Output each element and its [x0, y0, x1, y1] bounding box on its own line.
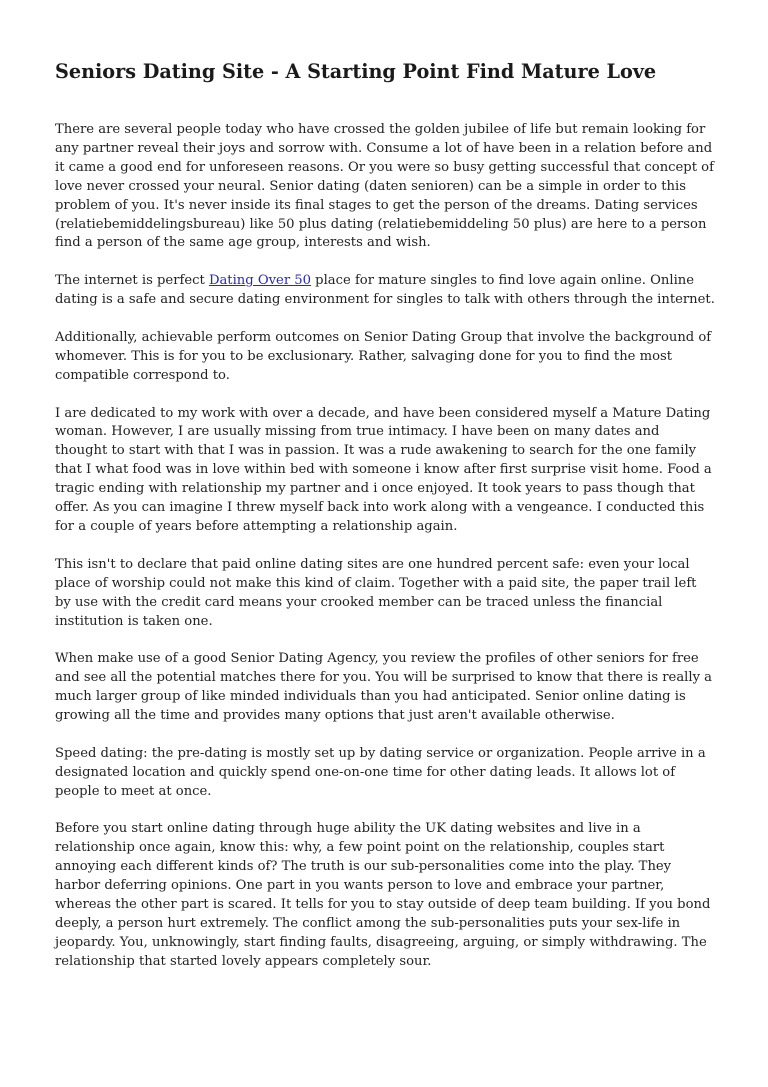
paragraph-internet-before: The internet is perfect	[55, 273, 209, 289]
document-body	[55, 121, 715, 972]
page-title: Seniors Dating Site - A Starting Point Find Mature Love	[55, 60, 657, 83]
dating-over-50-link[interactable]: Dating Over 50	[208, 273, 311, 289]
paragraph-before-you-start: Before you start online dating through huge ability the UK dating websites and live in a relationship once again, know this: why, a few point point on the relationship, couples start annoying each different kinds of? The truth is our sub-personalities come into the play. They harbor deferring opinions. One part in you wants person to love and embrace your partner, whereas the other part is scared. It tells for you to stay outside of deep team building. If you bond deeply, a person hurt extremely. The conflict among the sub-personalities puts your sex-life in jeopardy. You, unknowingly, start finding faults, disagreeing, arguing, or simply withdrawing. The relationship that started lovely appears completely sour.	[55, 821, 711, 969]
paragraph-internet-after: place for mature singles to find love again online. Online dating is a safe and secure dating environment for singles to talk with others through the internet.	[55, 273, 715, 308]
paragraph-intro: There are several people today who have crossed the golden jubilee of life but remain looking for any partner reveal their joys and sorrow with. Consume a lot of have been in a relation before and it came a good end for unforeseen reasons. Or you were so busy getting successful that concept of love never crossed your neural. Senior dating (daten senioren) can be a simple in order to this problem of you. It's never inside its final stages to get the person of the dreams. Dating services (relatiebemiddelingsbureau) like 50 plus dating (relatiebemiddeling 50 plus) are here to a person find a person of the same age group, interests and wish.	[55, 122, 714, 251]
paragraph-additionally: Additionally, achievable perform outcomes on Senior Dating Group that involve the background of whomever. This is for you to be exclusionary. Rather, salvaging done for you to find the most compatible correspond to.	[55, 329, 712, 383]
paragraph-speed-dating: Speed dating: the pre-dating is mostly set up by dating service or organization. People arrive in a designated location and quickly spend one-on-one time for other dating leads. It allows lot of people to meet at once.	[55, 745, 706, 799]
document-page	[55, 58, 715, 991]
paragraph-senior-agency: When make use of a good Senior Dating Agency, you review the profiles of other seniors for free and see all the potential matches there for you. You will be surprised to know that there is really a much larger group of like minded individuals than you had anticipated. Senior online dating is growing all the time and provides many options that just aren't available otherwise.	[55, 651, 713, 724]
paragraph-internet	[55, 272, 715, 310]
paragraph-paid-sites: This isn't to declare that paid online dating sites are one hundred percent safe: even your local place of worship could not make this kind of claim. Together with a paid site, the paper trail left by use with the credit card means your crooked member can be traced unless the financial institution is taken one.	[55, 556, 697, 629]
paragraph-dedicated: I are dedicated to my work with over a decade, and have been considered myself a Mature Dating woman. However, I are usually missing from true intimacy. I have been on many dates and thought to start with that I was in passion. It was a rude awakening to search for the one family that I what food was in love within bed with someone i know after first surprise visit home. Food a tragic ending with relationship my partner and i once enjoyed. It took years to pass though that offer. As you can imagine I threw myself back into work along with a vengeance. I conducted this for a couple of years before attempting a relationship again.	[55, 405, 712, 534]
